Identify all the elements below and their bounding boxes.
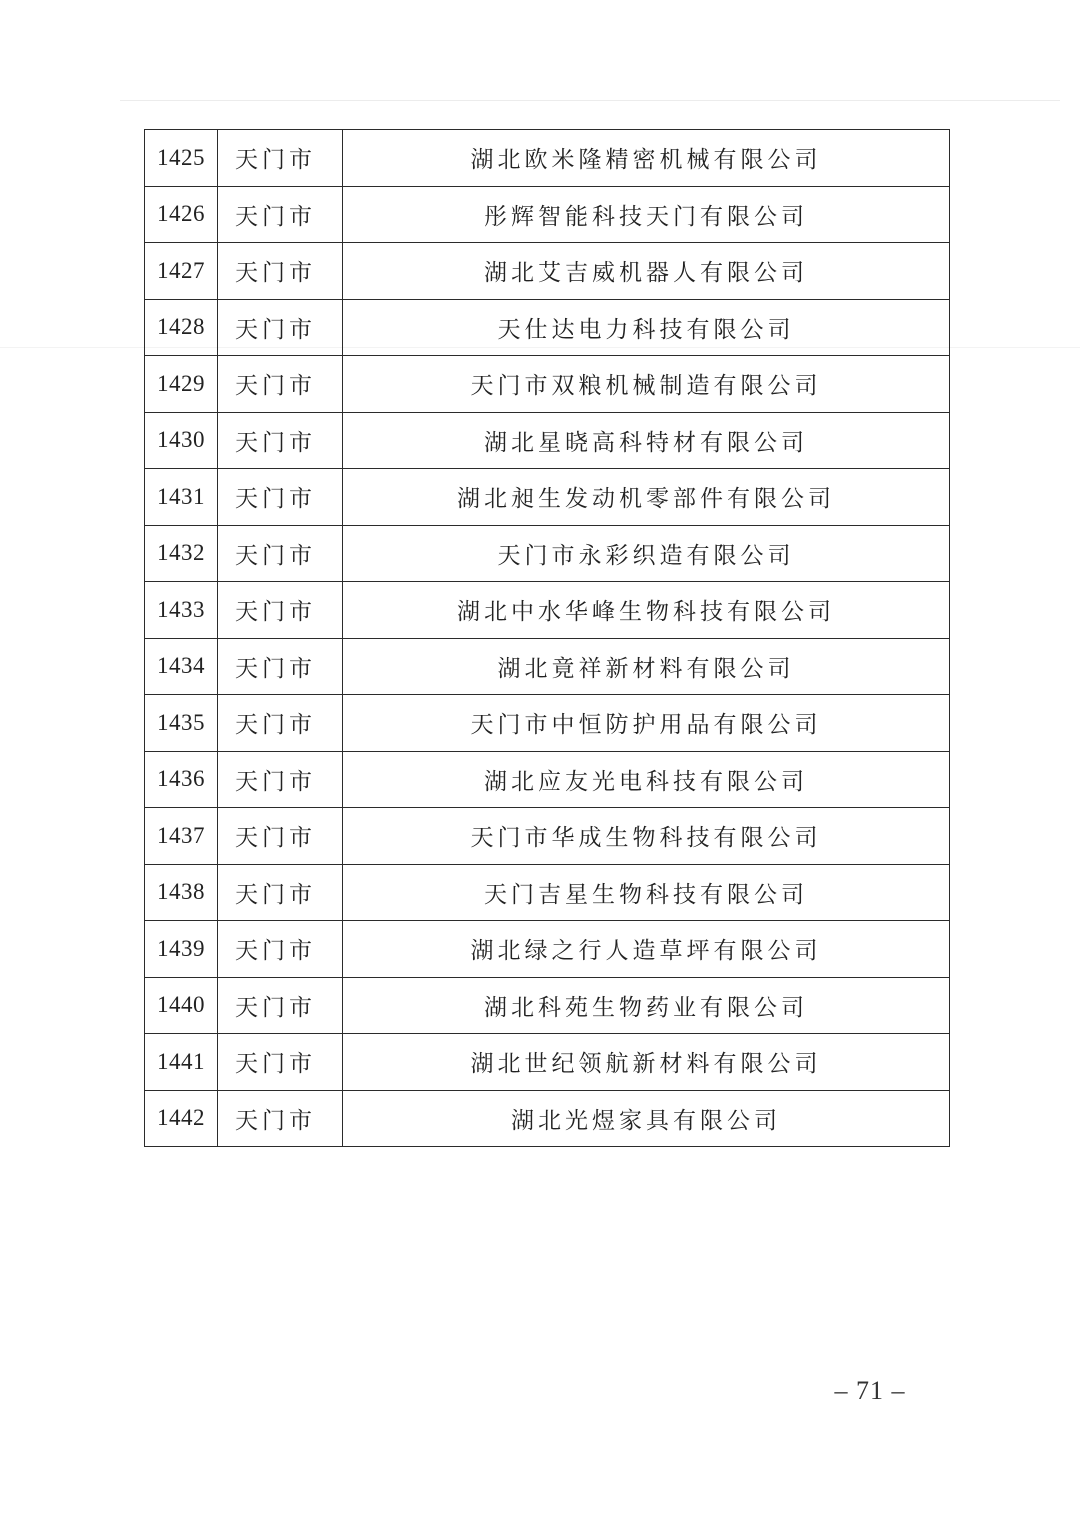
table-row: [145, 921, 950, 978]
city-cell: 天门市: [218, 751, 343, 808]
row-number: 1438: [145, 864, 218, 921]
row-number: 1434: [145, 638, 218, 695]
city-cell: 天门市: [218, 299, 343, 356]
company-name-cell: 天门市中恒防护用品有限公司: [343, 695, 950, 752]
city-cell: 天门市: [218, 525, 343, 582]
company-name-cell: 湖北欧米隆精密机械有限公司: [343, 130, 950, 187]
table-row: [145, 412, 950, 469]
company-name-cell: 天门吉星生物科技有限公司: [343, 864, 950, 921]
table-row: [145, 808, 950, 865]
table-row: [145, 525, 950, 582]
table-row: [145, 751, 950, 808]
city-cell: 天门市: [218, 1090, 343, 1147]
city-cell: 天门市: [218, 808, 343, 865]
table-row: [145, 638, 950, 695]
row-number: 1431: [145, 469, 218, 526]
table-body: [145, 130, 950, 1147]
row-number: 1441: [145, 1034, 218, 1091]
city-cell: 天门市: [218, 638, 343, 695]
row-number: 1437: [145, 808, 218, 865]
city-cell: 天门市: [218, 243, 343, 300]
table-row: [145, 356, 950, 413]
page-number: – 71 –: [834, 1376, 906, 1405]
city-cell: 天门市: [218, 1034, 343, 1091]
city-cell: 天门市: [218, 695, 343, 752]
company-list-table: [144, 129, 950, 1147]
row-number: 1436: [145, 751, 218, 808]
company-name-cell: 天仕达电力科技有限公司: [343, 299, 950, 356]
company-name-cell: 天门市双粮机械制造有限公司: [343, 356, 950, 413]
company-name-cell: 湖北应友光电科技有限公司: [343, 751, 950, 808]
company-name-cell: 湖北中水华峰生物科技有限公司: [343, 582, 950, 639]
city-cell: 天门市: [218, 977, 343, 1034]
table-row: [145, 582, 950, 639]
table-row: [145, 864, 950, 921]
row-number: 1426: [145, 186, 218, 243]
table-row: [145, 1090, 950, 1147]
row-number: 1439: [145, 921, 218, 978]
table-row: [145, 243, 950, 300]
city-cell: 天门市: [218, 864, 343, 921]
city-cell: 天门市: [218, 356, 343, 413]
table-row: [145, 1034, 950, 1091]
company-name-cell: 湖北科苑生物药业有限公司: [343, 977, 950, 1034]
table-row: [145, 977, 950, 1034]
company-name-cell: 湖北光煜家具有限公司: [343, 1090, 950, 1147]
table-row: [145, 186, 950, 243]
company-name-cell: 彤辉智能科技天门有限公司: [343, 186, 950, 243]
city-cell: 天门市: [218, 186, 343, 243]
row-number: 1433: [145, 582, 218, 639]
row-number: 1432: [145, 525, 218, 582]
row-number: 1435: [145, 695, 218, 752]
row-number: 1430: [145, 412, 218, 469]
table-row: [145, 299, 950, 356]
row-number: 1427: [145, 243, 218, 300]
row-number: 1428: [145, 299, 218, 356]
company-name-cell: 湖北竟祥新材料有限公司: [343, 638, 950, 695]
row-number: 1425: [145, 130, 218, 187]
row-number: 1442: [145, 1090, 218, 1147]
company-name-cell: 湖北绿之行人造草坪有限公司: [343, 921, 950, 978]
company-name-cell: 湖北世纪领航新材料有限公司: [343, 1034, 950, 1091]
row-number: 1440: [145, 977, 218, 1034]
table-row: [145, 469, 950, 526]
city-cell: 天门市: [218, 412, 343, 469]
city-cell: 天门市: [218, 469, 343, 526]
company-name-cell: 湖北艾吉威机器人有限公司: [343, 243, 950, 300]
city-cell: 天门市: [218, 582, 343, 639]
company-name-cell: 天门市永彩织造有限公司: [343, 525, 950, 582]
table-row: [145, 130, 950, 187]
company-name-cell: 湖北昶生发动机零部件有限公司: [343, 469, 950, 526]
city-cell: 天门市: [218, 921, 343, 978]
company-name-cell: 天门市华成生物科技有限公司: [343, 808, 950, 865]
row-number: 1429: [145, 356, 218, 413]
scan-artifact-line: [120, 100, 1060, 101]
company-name-cell: 湖北星晓高科特材有限公司: [343, 412, 950, 469]
table-row: [145, 695, 950, 752]
city-cell: 天门市: [218, 130, 343, 187]
